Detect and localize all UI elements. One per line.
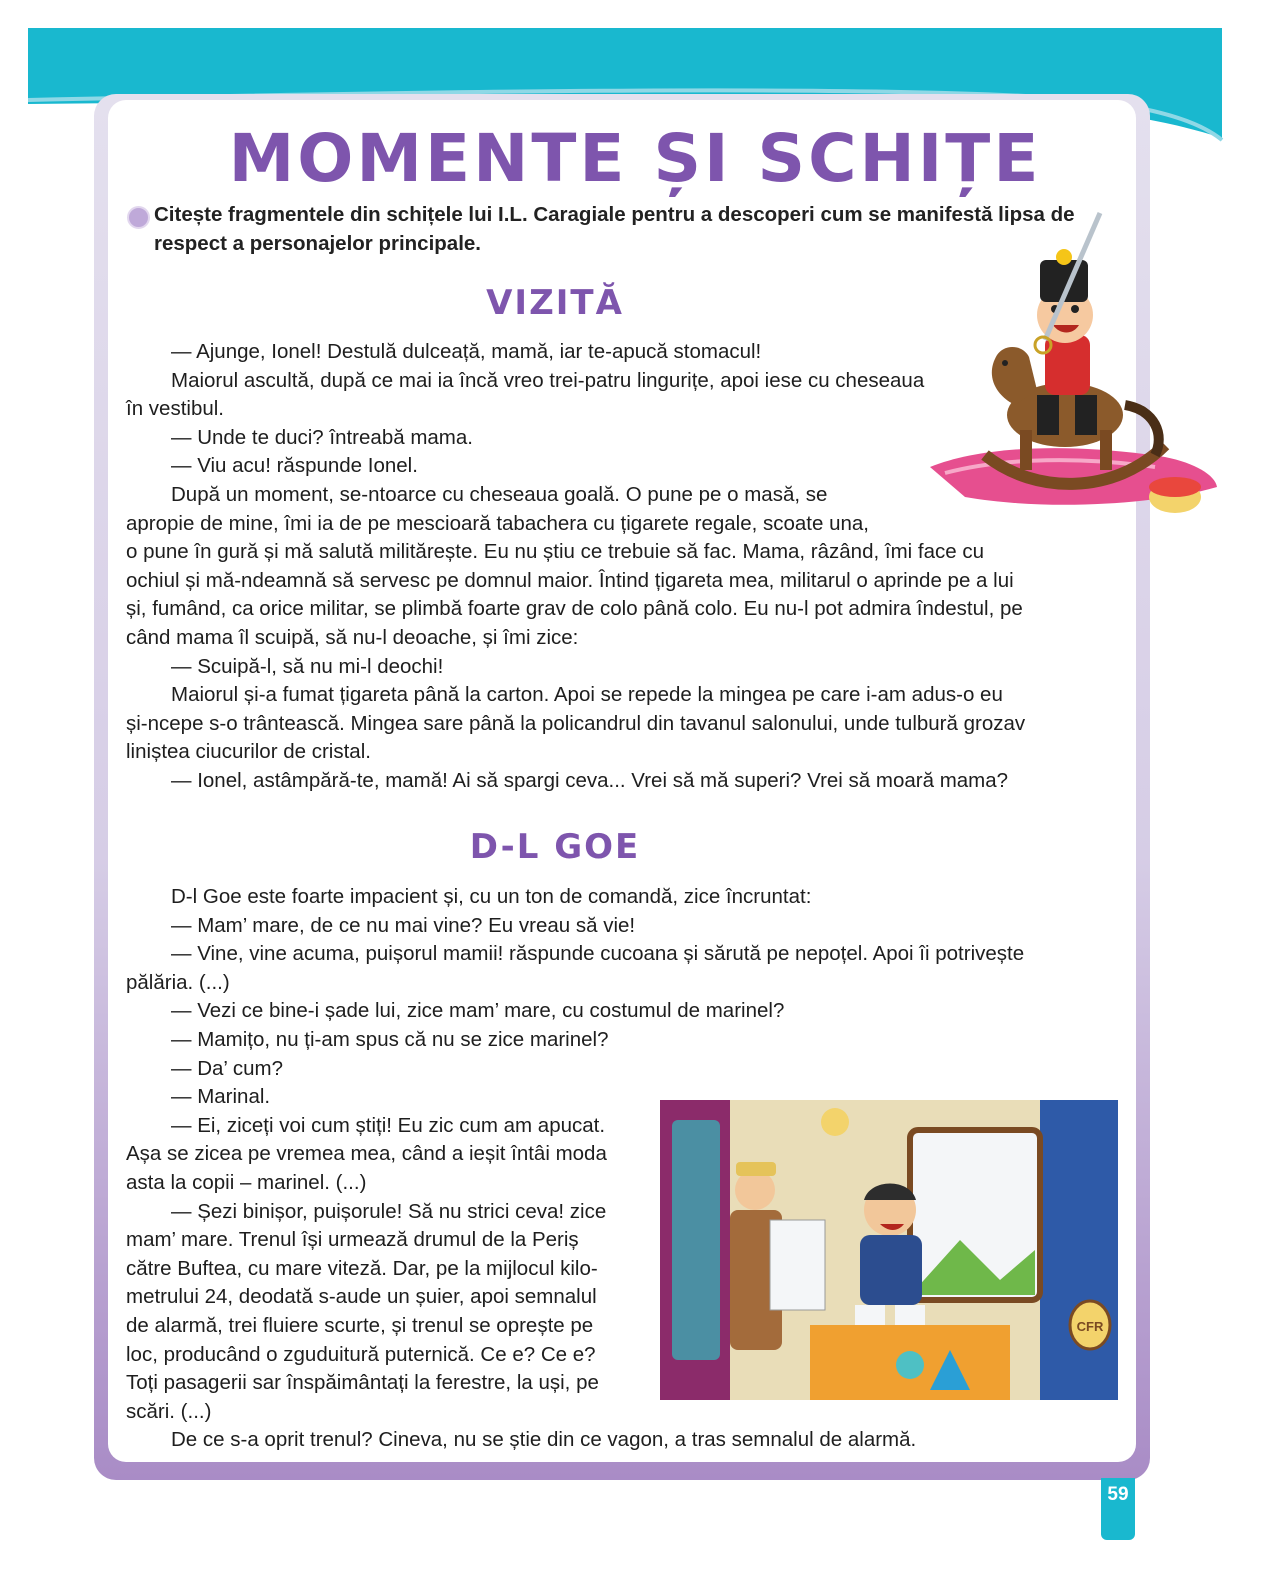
- text-line: asta la copii – marinel. (...): [126, 1170, 367, 1194]
- text-line: mam’ mare. Trenul își urmează drumul de la Periș: [126, 1228, 579, 1252]
- text-line: — Viu acu! răspunde Ionel.: [171, 454, 418, 478]
- text-line: După un moment, se-ntoarce cu cheseaua goală. O pune pe o masă, se: [171, 482, 828, 506]
- text-line: de alarmă, trei fluiere scurte, și trenul se oprește pe: [126, 1313, 594, 1337]
- text-line: Așa se zicea pe vremea mea, când a ieșit întâi moda: [126, 1142, 607, 1166]
- text-line: De ce s-a oprit trenul? Cineva, nu se știe din ce vagon, a tras semnalul de alarmă.: [171, 1428, 917, 1452]
- text-line: — Da’ cum?: [171, 1056, 284, 1080]
- section-text-vizita: [126, 338, 1126, 796]
- text-line: — Ionel, astâmpără-te, mamă! Ai să spargi ceva... Vrei să mă superi? Vrei să moară mama?: [171, 768, 1009, 792]
- text-line: Maiorul și-a fumat țigareta până la carton. Apoi se repede la mingea pe care i-am adus-o eu: [171, 683, 1003, 707]
- text-line: — Ajunge, Ionel! Destulă dulceață, mamă, iar te-apucă stomacul!: [171, 340, 762, 363]
- text-line: — Ei, ziceți voi cum știți! Eu zic cum am apucat.: [171, 1113, 606, 1137]
- bullet-icon: [127, 206, 150, 229]
- text-line: către Buftea, cu mare viteză. Dar, pe la mijlocul kilo-: [126, 1256, 598, 1280]
- instruction-text: Citește fragmentele din schițele lui I.L. Caragiale pentru a descoperi cum se manifestă lipsa de respect a personajelor principale.: [154, 203, 1075, 255]
- section-title-vizita: VIZITĂ: [486, 283, 624, 323]
- text-line: — Șezi binișor, puișorule! Să nu strici ceva! zice: [171, 1199, 607, 1223]
- text-line: și-ncepe s-o trântească. Mingea sare până la policandrul din tavanul salonului, unde tulbură grozav: [126, 711, 1026, 735]
- text-line: în vestibul.: [126, 397, 224, 421]
- text-line: Maiorul ascultă, după ce mai ia încă vreo trei-patru lingurițe, apoi iese cu cheseaua: [171, 368, 925, 392]
- page-title: MOMENTE ȘI SCHIȚE: [228, 120, 1042, 197]
- text-line: ochiul și mă-ndeamnă să servesc pe domnul maior. Întind țigareta mea, militarul o aprinde pe a lui: [126, 568, 1014, 592]
- cfr-sign-label: CFR: [1076, 1319, 1104, 1334]
- text-line: apropie de mine, îmi ia de pe mescioară tabachera cu țigarete regale, scoate una,: [126, 511, 869, 535]
- section-title-goe: D-L GOE: [469, 827, 641, 867]
- text-line: — Scuipă-l, să nu mi-l deochi!: [171, 654, 444, 678]
- text-line: o pune în gură și mă salută militărește. Eu nu știu ce trebuie să fac. Mama, râzând, îmi face cu: [126, 540, 984, 564]
- train-compartment-illustration: [660, 1100, 1118, 1400]
- text-line: pălăria. (...): [126, 970, 230, 994]
- text-line: și, fumând, ca orice militar, se plimbă foarte grav de colo până colo. Eu nu-l pot admira îndestul, pe: [126, 597, 1023, 621]
- text-line: când mama îl scuipă, să nu-l deoache, și îmi zice:: [126, 625, 579, 649]
- page-number: 59: [1107, 1484, 1129, 1505]
- text-line: D-l Goe este foarte impacient și, cu un ton de comandă, zice încruntat:: [171, 885, 812, 908]
- text-line: — Unde te duci? întreabă mama.: [171, 425, 473, 449]
- text-line: — Vezi ce bine-i șade lui, zice mam’ mare, cu costumul de marinel?: [171, 999, 785, 1023]
- text-line: — Marinal.: [171, 1085, 271, 1109]
- text-line: Toți pasagerii sar înspăimântați la ferestre, la uși, pe: [126, 1371, 599, 1395]
- text-line: metrului 24, deodată s-aude un șuier, apoi semnalul: [126, 1285, 597, 1309]
- text-line: — Mamițo, nu ți-am spus că nu se zice marinel?: [171, 1027, 609, 1051]
- text-line: loc, producând o zguduitură puternică. Ce e? Ce e?: [126, 1342, 596, 1366]
- text-line: — Mam’ mare, de ce nu mai vine? Eu vreau să vie!: [171, 913, 636, 937]
- text-line: — Vine, vine acuma, puișorul mamii! răspunde cucoana și sărută pe nepoțel. Apoi îi potrivește: [171, 942, 1025, 966]
- text-line: scări. (...): [126, 1399, 212, 1423]
- text-line: liniștea ciucurilor de cristal.: [126, 740, 371, 764]
